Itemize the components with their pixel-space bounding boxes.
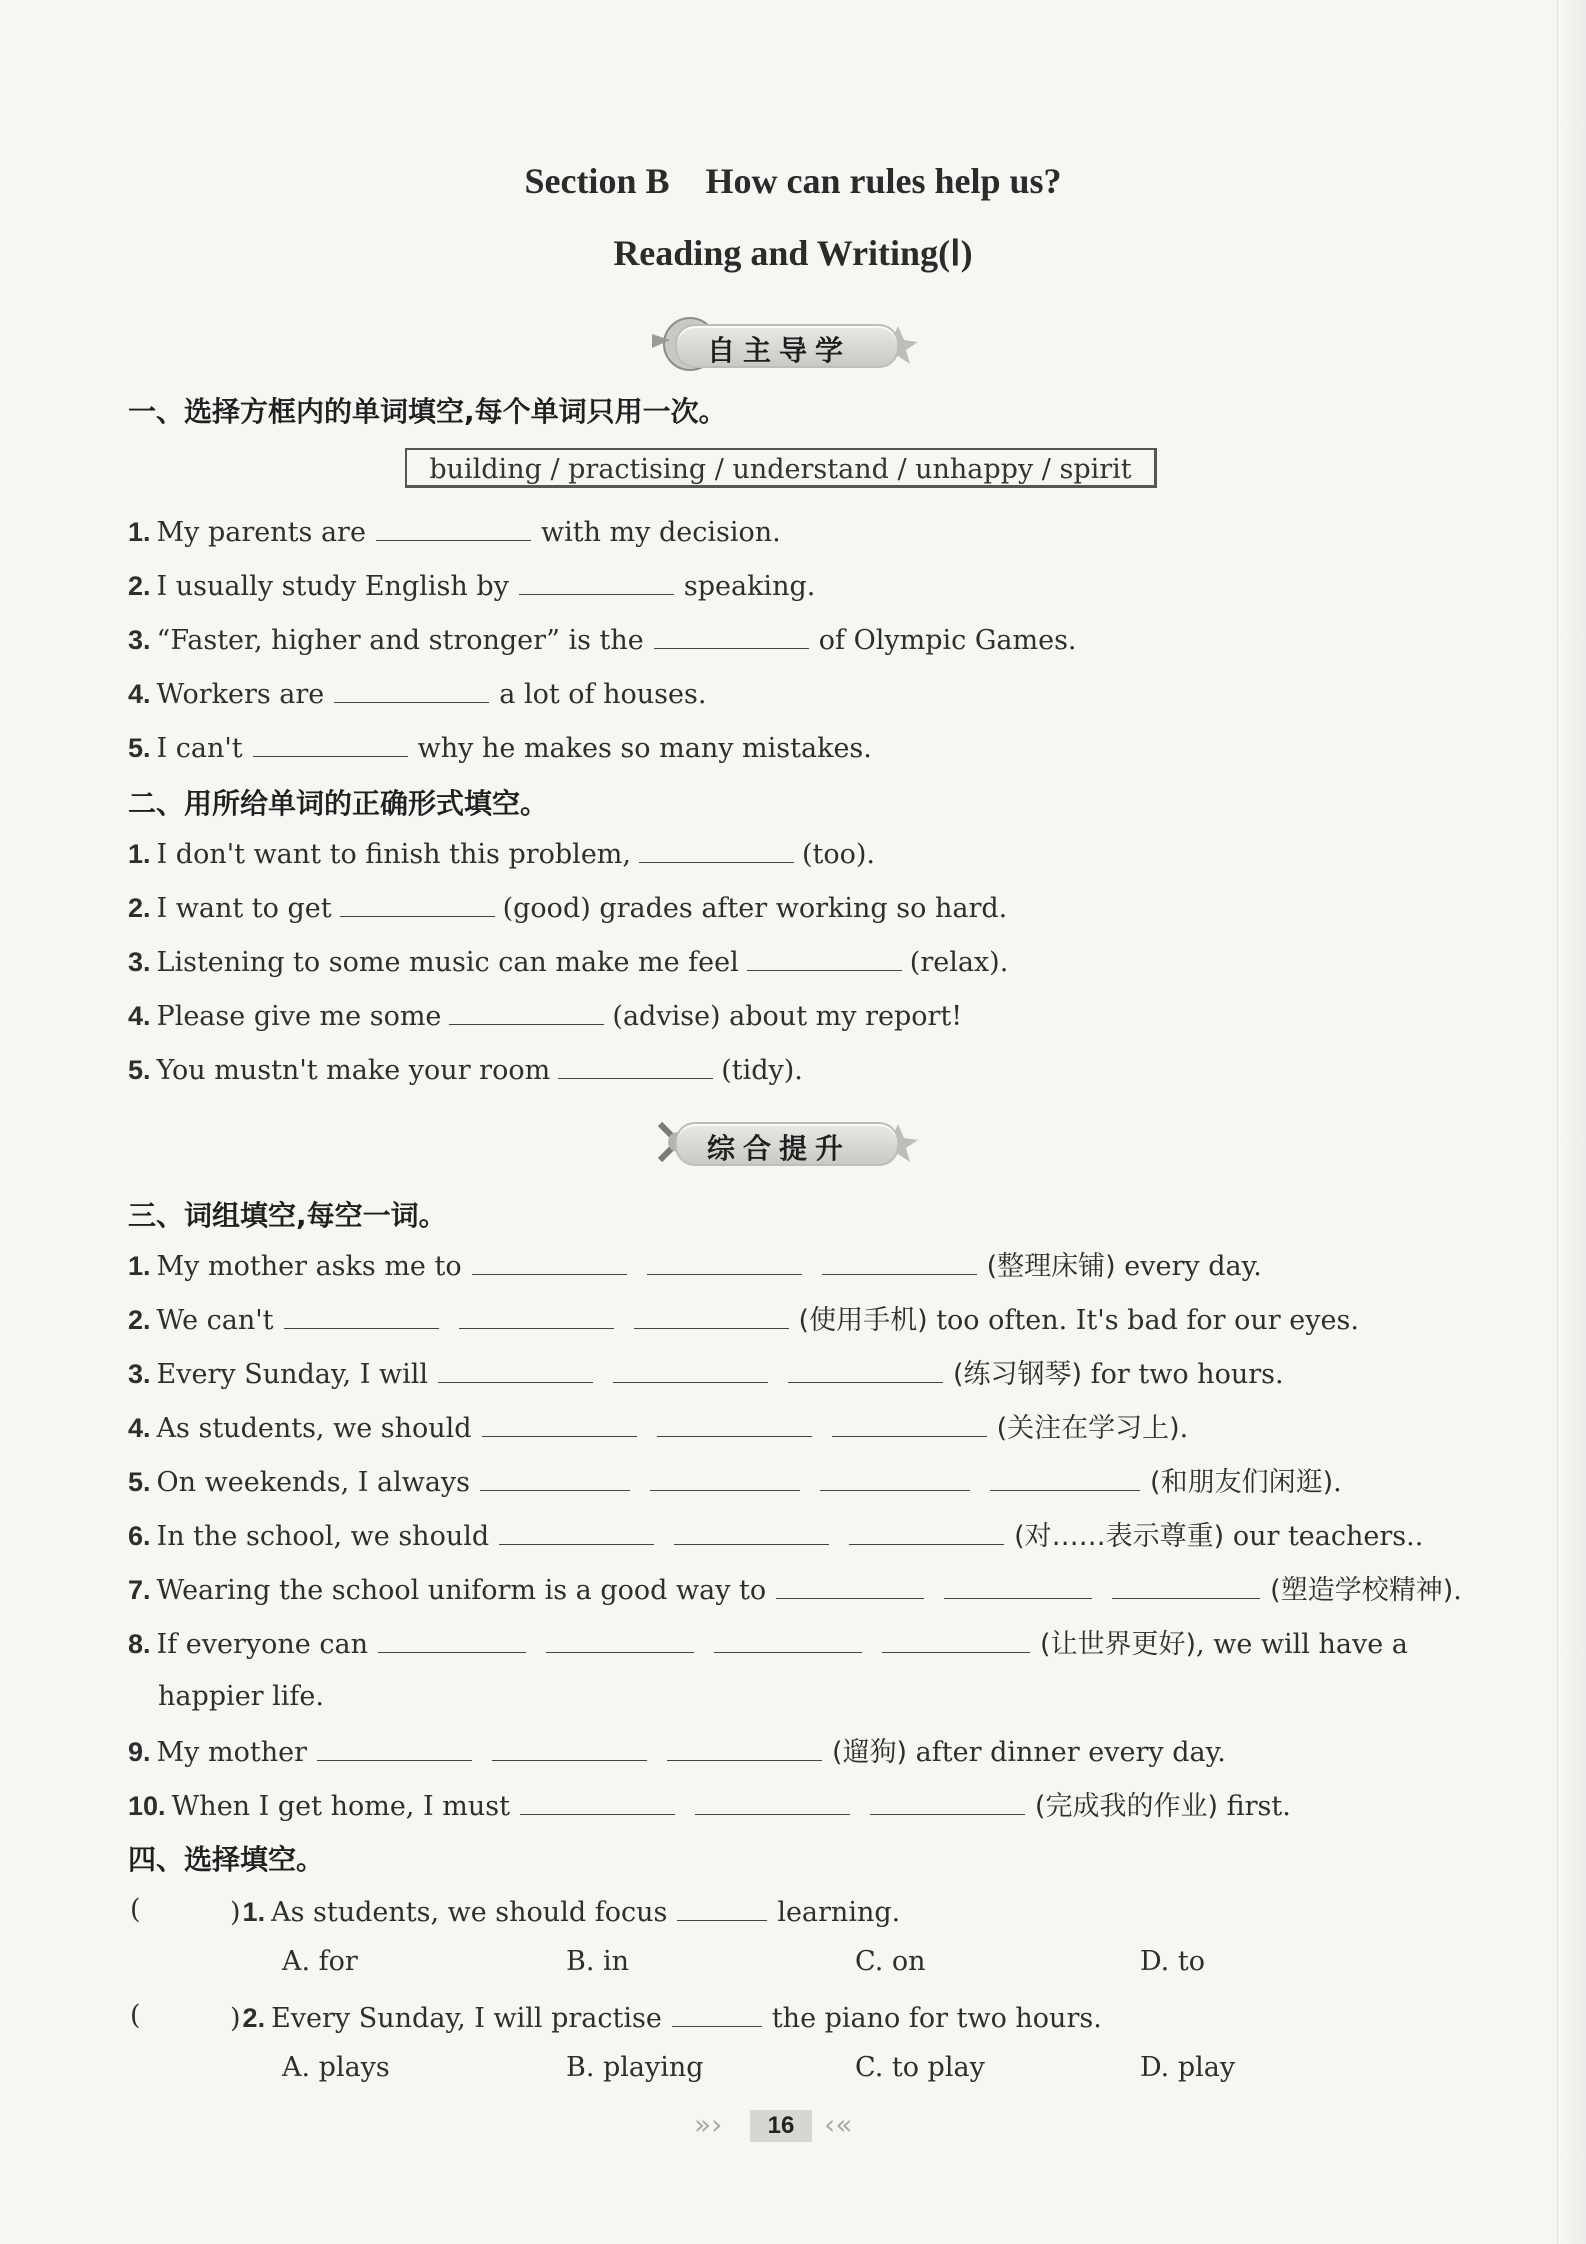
option-c[interactable]: C. on [855,1946,926,1977]
answer-blank[interactable] [667,1734,822,1761]
part3-item-4: 4. As students, we should (关注在学习上). [128,1410,1188,1446]
option-d[interactable]: D. to [1140,1946,1205,1977]
answer-blank[interactable] [438,1356,593,1383]
part3-item-5: 5. On weekends, I always (和朋友们闲逛). [128,1464,1342,1500]
answer-blank[interactable] [788,1356,943,1383]
answer-blank[interactable] [672,2000,762,2027]
answer-blank[interactable] [639,836,794,863]
part2-item-1: 1. I don't want to finish this problem, (too). [128,836,875,872]
answer-blank[interactable] [849,1518,1004,1545]
part4-item-2: )2. Every Sunday, I will practise the piano for two hours. [230,2000,1102,2036]
section-question: How can rules help us? [705,161,1062,201]
answer-blank[interactable] [820,1464,970,1491]
part3-item-3: 3. Every Sunday, I will (练习钢琴) for two hours. [128,1356,1284,1392]
answer-blank[interactable] [284,1302,439,1329]
answer-blank[interactable] [776,1572,924,1599]
answer-blank[interactable] [558,1052,713,1079]
answer-blank[interactable] [944,1572,1092,1599]
word-box: building / practising / understand / unhappy / spirit [405,448,1157,488]
answer-blank[interactable] [449,998,604,1025]
answer-blank[interactable] [695,1788,850,1815]
answer-blank[interactable] [499,1518,654,1545]
answer-blank[interactable] [634,1302,789,1329]
answer-blank[interactable] [519,568,674,595]
improvement-badge [630,1110,930,1172]
part3-item-6: 6. In the school, we should (对……表示尊重) our teachers.. [128,1518,1423,1554]
badge-label: 综合提升 [707,1132,852,1165]
part3-item-8: 8. If everyone can (让世界更好), we will have a [128,1626,1408,1662]
part3-item-10: 10. When I get home, I must (完成我的作业) first. [128,1788,1291,1824]
part2-item-2: 2. I want to get (good) grades after working so hard. [128,890,1007,926]
part1-heading: 一、选择方框内的单词填空,每个单词只用一次。 [128,395,727,428]
answer-blank[interactable] [482,1410,637,1437]
part2-item-3: 3. Listening to some music can make me feel (relax). [128,944,1008,980]
part1-item-5: 5. I can't why he makes so many mistakes. [128,730,872,766]
part1-item-3: 3. “Faster, higher and stronger” is the of Olympic Games. [128,622,1077,658]
answer-blank[interactable] [657,1410,812,1437]
answer-blank[interactable] [492,1734,647,1761]
part1-item-1: 1. My parents are with my decision. [128,514,781,550]
answer-blank[interactable] [376,514,531,541]
part3-item-1: 1. My mother asks me to (整理床铺) every day. [128,1248,1262,1284]
page-number: 16 [750,2110,812,2142]
answer-blank[interactable] [882,1626,1030,1653]
part4-heading: 四、选择填空。 [128,1843,325,1876]
answer-blank[interactable] [1112,1572,1260,1599]
chevron-left-icon: ‹« [824,2108,853,2141]
part1-item-2: 2. I usually study English by speaking. [128,568,815,604]
answer-blank[interactable] [340,890,495,917]
part4-item-1: )1. As students, we should focus learning. [230,1894,900,1930]
section-title [0,160,1586,202]
part3-item-2: 2. We can't (使用手机) too often. It's bad for our eyes. [128,1302,1359,1338]
page-number-footer [690,2108,880,2146]
answer-blank[interactable] [654,622,809,649]
part3-item-8-continuation: happier life. [158,1681,324,1712]
answer-paren[interactable]: ( [130,2000,141,2031]
option-a[interactable]: A. for [282,1946,358,1977]
answer-blank[interactable] [334,676,489,703]
answer-blank[interactable] [253,730,408,757]
part3-item-9: 9. My mother (遛狗) after dinner every day. [128,1734,1226,1770]
option-d[interactable]: D. play [1140,2052,1236,2083]
answer-blank[interactable] [714,1626,862,1653]
answer-blank[interactable] [832,1410,987,1437]
part2-heading: 二、用所给单词的正确形式填空。 [128,787,549,820]
answer-blank[interactable] [459,1302,614,1329]
part2-item-5: 5. You mustn't make your room (tidy). [128,1052,803,1088]
part3-heading: 三、词组填空,每空一词。 [128,1199,447,1232]
answer-blank[interactable] [822,1248,977,1275]
answer-blank[interactable] [870,1788,1025,1815]
answer-blank[interactable] [378,1626,526,1653]
answer-blank[interactable] [650,1464,800,1491]
answer-paren[interactable]: ( [130,1894,141,1925]
answer-blank[interactable] [990,1464,1140,1491]
self-study-badge [630,312,930,374]
answer-blank[interactable] [317,1734,472,1761]
chevron-right-icon: »› [694,2108,723,2141]
answer-blank[interactable] [472,1248,627,1275]
answer-blank[interactable] [546,1626,694,1653]
option-a[interactable]: A. plays [282,2052,390,2083]
option-b[interactable]: B. playing [566,2052,704,2083]
badge-label: 自主导学 [707,334,852,367]
answer-blank[interactable] [674,1518,829,1545]
part2-item-4: 4. Please give me some (advise) about my report! [128,998,962,1034]
answer-blank[interactable] [747,944,902,971]
page-edge-shadow [1557,0,1586,2244]
option-c[interactable]: C. to play [855,2052,985,2083]
answer-blank[interactable] [647,1248,802,1275]
answer-blank[interactable] [520,1788,675,1815]
option-b[interactable]: B. in [566,1946,630,1977]
answer-blank[interactable] [677,1894,767,1921]
part3-item-7: 7. Wearing the school uniform is a good way to (塑造学校精神). [128,1572,1462,1608]
answer-blank[interactable] [613,1356,768,1383]
part1-item-4: 4. Workers are a lot of houses. [128,676,706,712]
section-label: Section B [524,161,670,201]
answer-blank[interactable] [480,1464,630,1491]
page-subtitle: Reading and Writing(Ⅰ) [613,233,973,273]
